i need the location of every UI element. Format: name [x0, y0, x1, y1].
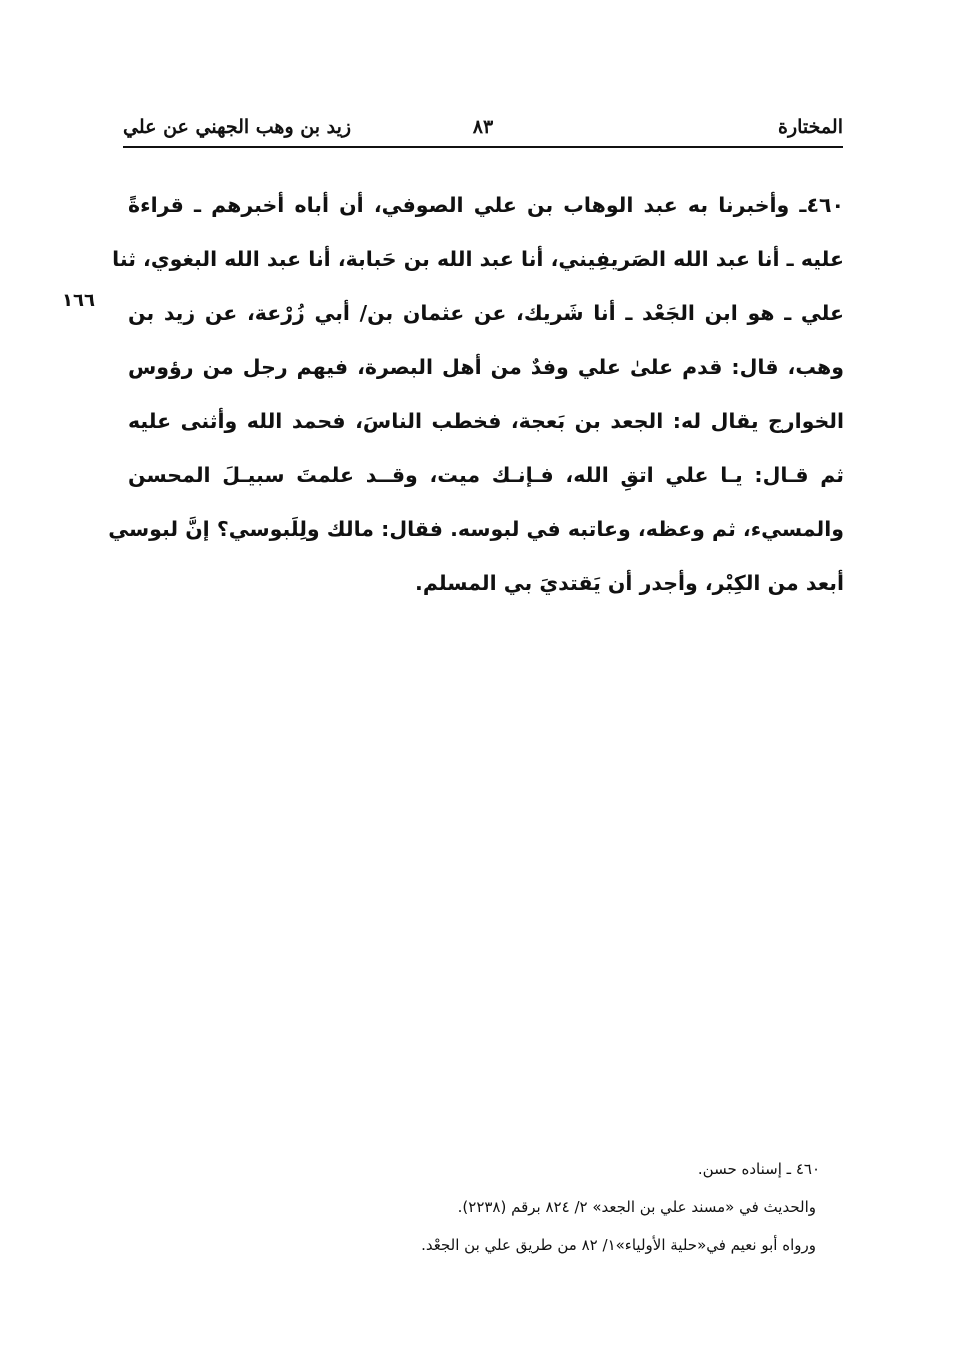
- text-line: أبعد من الكِبْر، وأجدر أن يَقتديَ بي المسلم.: [415, 571, 844, 595]
- text-line: ٤٦٠ـ وأخبرنا به عبد الوهاب بن علي الصوفي، أن أباه أخبرهم ـ قراءةً: [128, 193, 844, 217]
- running-header: [123, 112, 843, 146]
- main-text: [108, 178, 844, 610]
- footnote-line: والحديث في «مسند علي بن الجعد» ٢/ ٨٢٤ برقم (٢٢٣٨).: [457, 1198, 816, 1216]
- margin-folio-number: ١٦٦: [62, 290, 95, 311]
- footnote-line: ٤٦٠ ـ إسناده حسن.: [697, 1160, 820, 1178]
- header-book-title: المختارة: [778, 116, 843, 138]
- footnote-line: ورواه أبو نعيم في«حلية الأولياء»١/ ٨٢ من طريق علي بن الجعْد.: [421, 1236, 816, 1254]
- text-line: الخوارج يقال له: الجعد بن بَعجة، فخطب الناسَ، فحمد الله وأثنى عليه: [128, 409, 844, 433]
- text-line: علي ـ هو ابن الجَعْد ـ أنا شَريك، عن عثمان بن/ أبي زُرْعة، عن زيد بن: [128, 301, 844, 325]
- text-line: ثم قـال: يـا علي اتقِ الله، فـإنـك ميت، وقــد علمتَ سبيـلَ المحسن: [128, 463, 844, 487]
- footnotes: [250, 1150, 820, 1264]
- text-line: عليه ـ أنا عبد الله الصَريفِيني، أنا عبد الله بن حَبابة، أنا عبد الله البغوي، ثنا: [112, 247, 844, 271]
- text-line: وهب، قال: قدم علىٰ علي وفدٌ من أهل البصرة، فيهم رجل من رؤوس: [128, 355, 844, 379]
- header-rule: [123, 146, 843, 148]
- page-number: ٨٣: [472, 116, 494, 138]
- header-chapter-title: زيد بن وهب الجهني عن علي: [123, 116, 352, 138]
- text-line: والمسيء، ثم وعظه، وعاتبه في لبوسه. فقال: مالك ولِلَبوسي؟ إنَّ لبوسي: [108, 517, 844, 541]
